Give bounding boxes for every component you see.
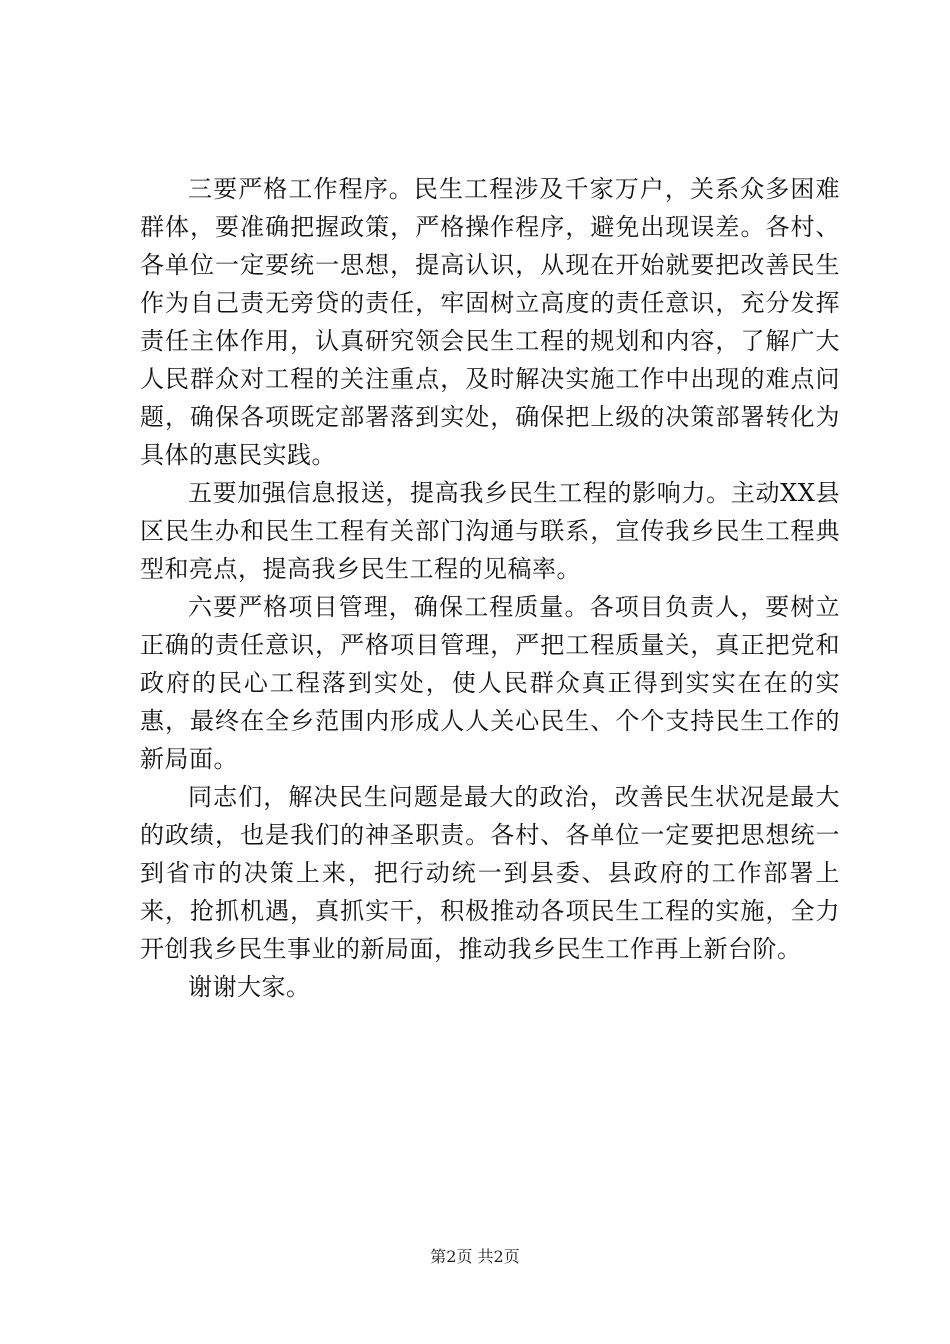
page-footer: 第2页 共2页 bbox=[430, 1247, 520, 1266]
paragraph-4: 同志们，解决民生问题是最大的政治，改善民生状况是最大的政绩，也是我们的神圣职责。各村、各单位一定要把思想统一到省市的决策上来，把行动统一到县委、县政府的工作部署上来，抢抓机遇，真抓实干，积极推动各项民生工程的实施，全力开创我乡民生事业的新局面，推动我乡民生工作再上新台阶。 bbox=[140, 783, 840, 963]
paragraph-5: 谢谢大家。 bbox=[188, 973, 311, 1001]
paragraph-3: 六要严格项目管理，确保工程质量。各项目负责人，要树立正确的责任意识，严格项目管理，严把工程质量关，真正把党和政府的民心工程落到实处，使人民群众真正得到实实在在的实惠，最终在全乡范围内形成人人关心民生、个个支持民生工作的新局面。 bbox=[140, 593, 840, 773]
paragraph-1: 三要严格工作程序。民生工程涉及千家万户，关系众多困难群体，要准确把握政策，严格操作程序，避免出现误差。各村、各单位一定要统一思想，提高认识，从现在开始就要把改善民生作为自己责无旁贷的责任，牢固树立高度的责任意识，充分发挥责任主体作用，认真研究领会民生工程的规划和内容，了解广大人民群众对工程的关注重点，及时解决实施工作中出现的难点问题，确保各项既定部署落到实处，确保把上级的决策部署转化为具体的惠民实践。 bbox=[140, 175, 840, 469]
document-body bbox=[140, 170, 840, 1006]
paragraph-2: 五要加强信息报送，提高我乡民生工程的影响力。主动XX县区民生办和民生工程有关部门沟通与联系，宣传我乡民生工程典型和亮点，提高我乡民生工程的见稿率。 bbox=[140, 479, 840, 583]
